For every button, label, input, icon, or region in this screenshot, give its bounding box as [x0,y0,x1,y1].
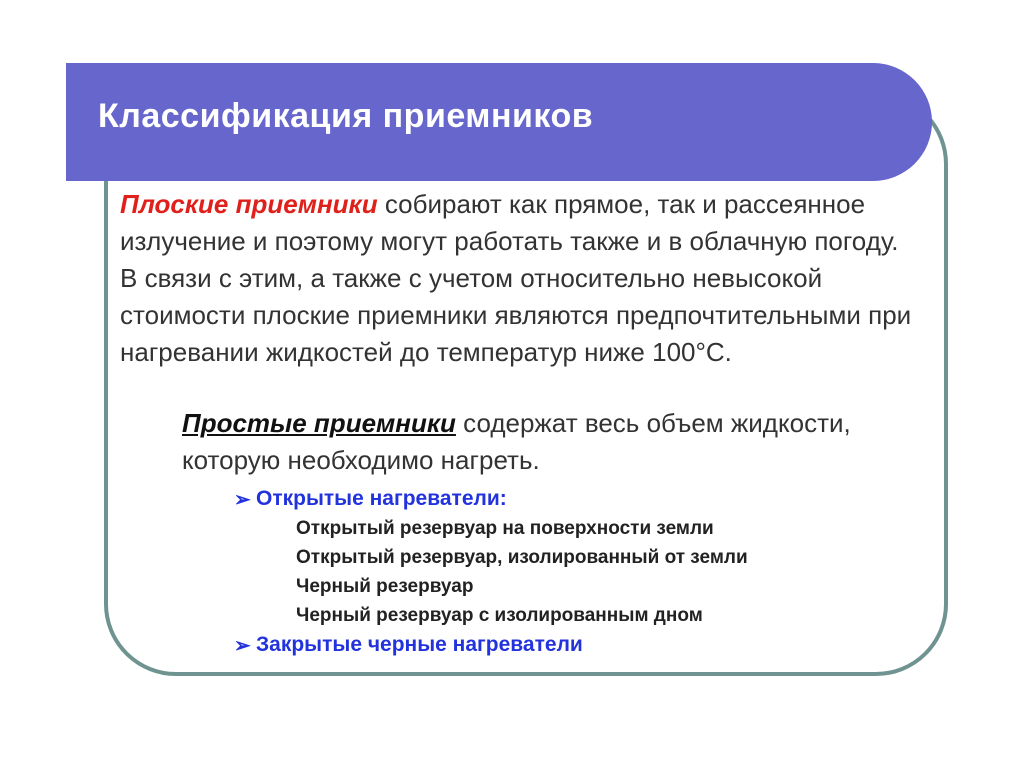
arrow-bullet-icon: ➢ [234,634,251,657]
term-simple-receivers: Простые приемники [182,408,456,438]
arrow-bullet-icon: ➢ [234,488,251,511]
slide-title: Классификация приемников [98,97,594,135]
term-flat-receivers: Плоские приемники [120,189,378,219]
bullet-label: Открытые нагреватели: [256,487,507,510]
list-item: Черный резервуар с изолированным дном [296,605,703,626]
paragraph-simple-receivers [182,405,882,479]
bullet-closed-black-heaters [234,630,934,660]
paragraph-simple-receivers-text: содержат весь объем жидкости, которую необходимо нагреть. [182,408,851,475]
paragraph-flat-receivers-text: собирают как прямое, так и рассеянное излучение и поэтому могут работать также и в облачную погоду. В связи с этим, а также с учетом относительно невысокой стоимости плоские приемники являются предпочтительными при нагревании жидкостей до температур ниже 100°С. [120,189,912,367]
list-item: Открытый резервуар на поверхности земли [296,518,714,539]
list-item: Открытый резервуар, изолированный от земли [296,547,748,568]
bullet-label: Закрытые черные нагреватели [256,633,583,656]
list-item: Черный резервуар [296,576,474,597]
bullet-open-heaters [234,484,934,514]
open-heaters-sublist [234,514,934,630]
title-bar [66,63,932,181]
slide-body [120,186,920,371]
paragraph-flat-receivers [120,186,920,371]
heater-list [234,484,934,660]
